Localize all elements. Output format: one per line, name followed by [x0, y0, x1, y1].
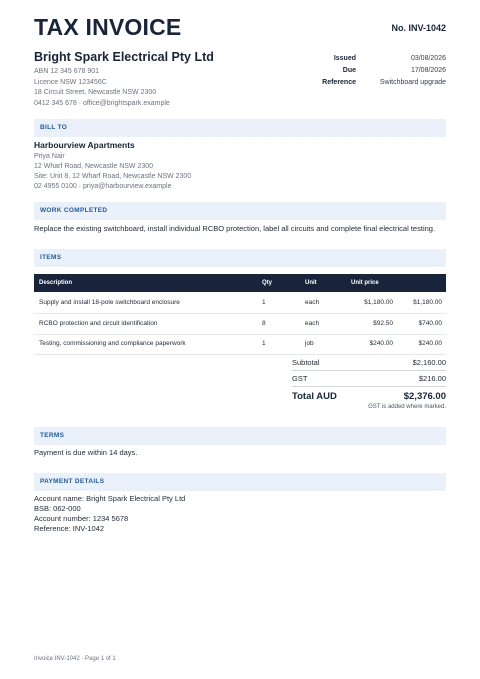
meta-row-due: [300, 64, 446, 76]
meta-row-reference: [300, 76, 446, 88]
column-header-qty: Qty: [262, 280, 273, 286]
subtotal-row: [292, 356, 446, 369]
grand-total-row: [292, 388, 446, 404]
section-items: [34, 249, 446, 267]
cell-description: Supply and install 18-pole switchboard enclosure: [39, 299, 180, 306]
page-footer: Invoice INV-1042 · Page 1 of 1: [34, 656, 116, 662]
invoice-meta: [300, 52, 446, 88]
company-name: Bright Spark Electrical Pty Ltd: [34, 50, 214, 64]
cell-unit: each: [305, 299, 320, 306]
payment-reference: Reference: INV-1042: [34, 524, 105, 533]
divider: [292, 370, 446, 371]
terms-text: Payment is due within 14 days.: [34, 448, 138, 457]
items-table-header: [34, 274, 446, 292]
section-heading: ITEMS: [40, 254, 62, 261]
section-bill-to: [34, 119, 446, 137]
bill-to-details: [34, 152, 191, 192]
work-description: Replace the existing switchboard, install individual RCBO protection, label all circuits and complete final electrical testing.: [34, 224, 436, 233]
cell-unit-price: $1,180.00: [364, 299, 393, 306]
section-heading: BILL TO: [40, 124, 68, 131]
company-contact: 0412 345 678 · office@brightspark.example: [34, 99, 170, 107]
company-abn: ABN 12 345 678 901: [34, 68, 99, 75]
company-details: [34, 67, 170, 109]
grand-total-label: Total AUD: [292, 390, 337, 402]
meta-value: 03/08/2026: [410, 54, 446, 62]
bill-to-contact: 02 4955 0100 · priya@harbourview.example: [34, 183, 172, 190]
meta-row-issued: [300, 52, 446, 64]
section-work-completed: [34, 202, 446, 220]
cell-unit-price: $92.50: [373, 320, 393, 327]
column-header-unit-price: Unit price: [351, 280, 379, 286]
bill-to-contact-person: Priya Nair: [34, 153, 65, 160]
table-row: [34, 293, 446, 314]
section-heading: WORK COMPLETED: [40, 207, 108, 214]
meta-label: Reference: [322, 78, 356, 86]
payment-bsb: BSB: 062-000: [34, 504, 81, 513]
payment-account-name: Account name: Bright Spark Electrical Pty Ltd: [34, 494, 186, 503]
cell-unit: job: [305, 340, 314, 347]
cell-total: $740.00: [418, 320, 442, 327]
section-heading: TERMS: [40, 432, 65, 439]
cell-description: Testing, commissioning and compliance paperwork: [39, 340, 186, 347]
company-licence: Licence NSW 123456C: [34, 78, 107, 86]
bill-to-address: 12 Wharf Road, Newcastle NSW 2300: [34, 163, 154, 170]
cell-qty: 1: [262, 340, 266, 347]
totals-block: [292, 356, 446, 404]
invoice-number: No. INV-1042: [391, 23, 446, 33]
company-address: 18 Circuit Street, Newcastle NSW 2300: [34, 89, 157, 96]
subtotal-value: $2,160.00: [412, 358, 446, 367]
meta-label: Due: [342, 66, 356, 74]
divider: [292, 386, 446, 387]
gst-note: GST is added where marked.: [368, 404, 446, 410]
cell-total: $240.00: [418, 340, 442, 347]
bill-to-site: Site: Unit 8, 12 Wharf Road, Newcastle NSW 2300: [34, 173, 192, 180]
meta-value: 17/08/2026: [410, 66, 446, 74]
invoice-title: TAX INVOICE: [34, 14, 182, 40]
cell-description: RCBO protection and circuit identification: [39, 320, 158, 327]
payment-account-number: Account number: 1234 5678: [34, 514, 129, 523]
gst-value: $216.00: [418, 374, 446, 383]
gst-label: GST: [292, 374, 308, 383]
cell-total: $1,180.00: [413, 299, 442, 306]
grand-total-value: $2,376.00: [403, 390, 446, 402]
subtotal-label: Subtotal: [292, 358, 320, 367]
cell-qty: 8: [262, 320, 266, 327]
section-payment-details: [34, 473, 446, 491]
payment-details: [34, 494, 185, 534]
cell-qty: 1: [262, 299, 266, 306]
column-header-description: Description: [39, 280, 73, 286]
bill-to-name: Harbourview Apartments: [34, 140, 135, 150]
meta-value: Switchboard upgrade: [379, 78, 446, 86]
table-row: [34, 334, 446, 355]
section-heading: PAYMENT DETAILS: [40, 478, 105, 485]
cell-unit: each: [305, 320, 320, 327]
section-terms: [34, 427, 446, 445]
meta-label: Issued: [333, 54, 356, 62]
column-header-unit: Unit: [305, 280, 317, 286]
gst-row: [292, 372, 446, 385]
table-row: [34, 314, 446, 335]
cell-unit-price: $240.00: [369, 340, 393, 347]
